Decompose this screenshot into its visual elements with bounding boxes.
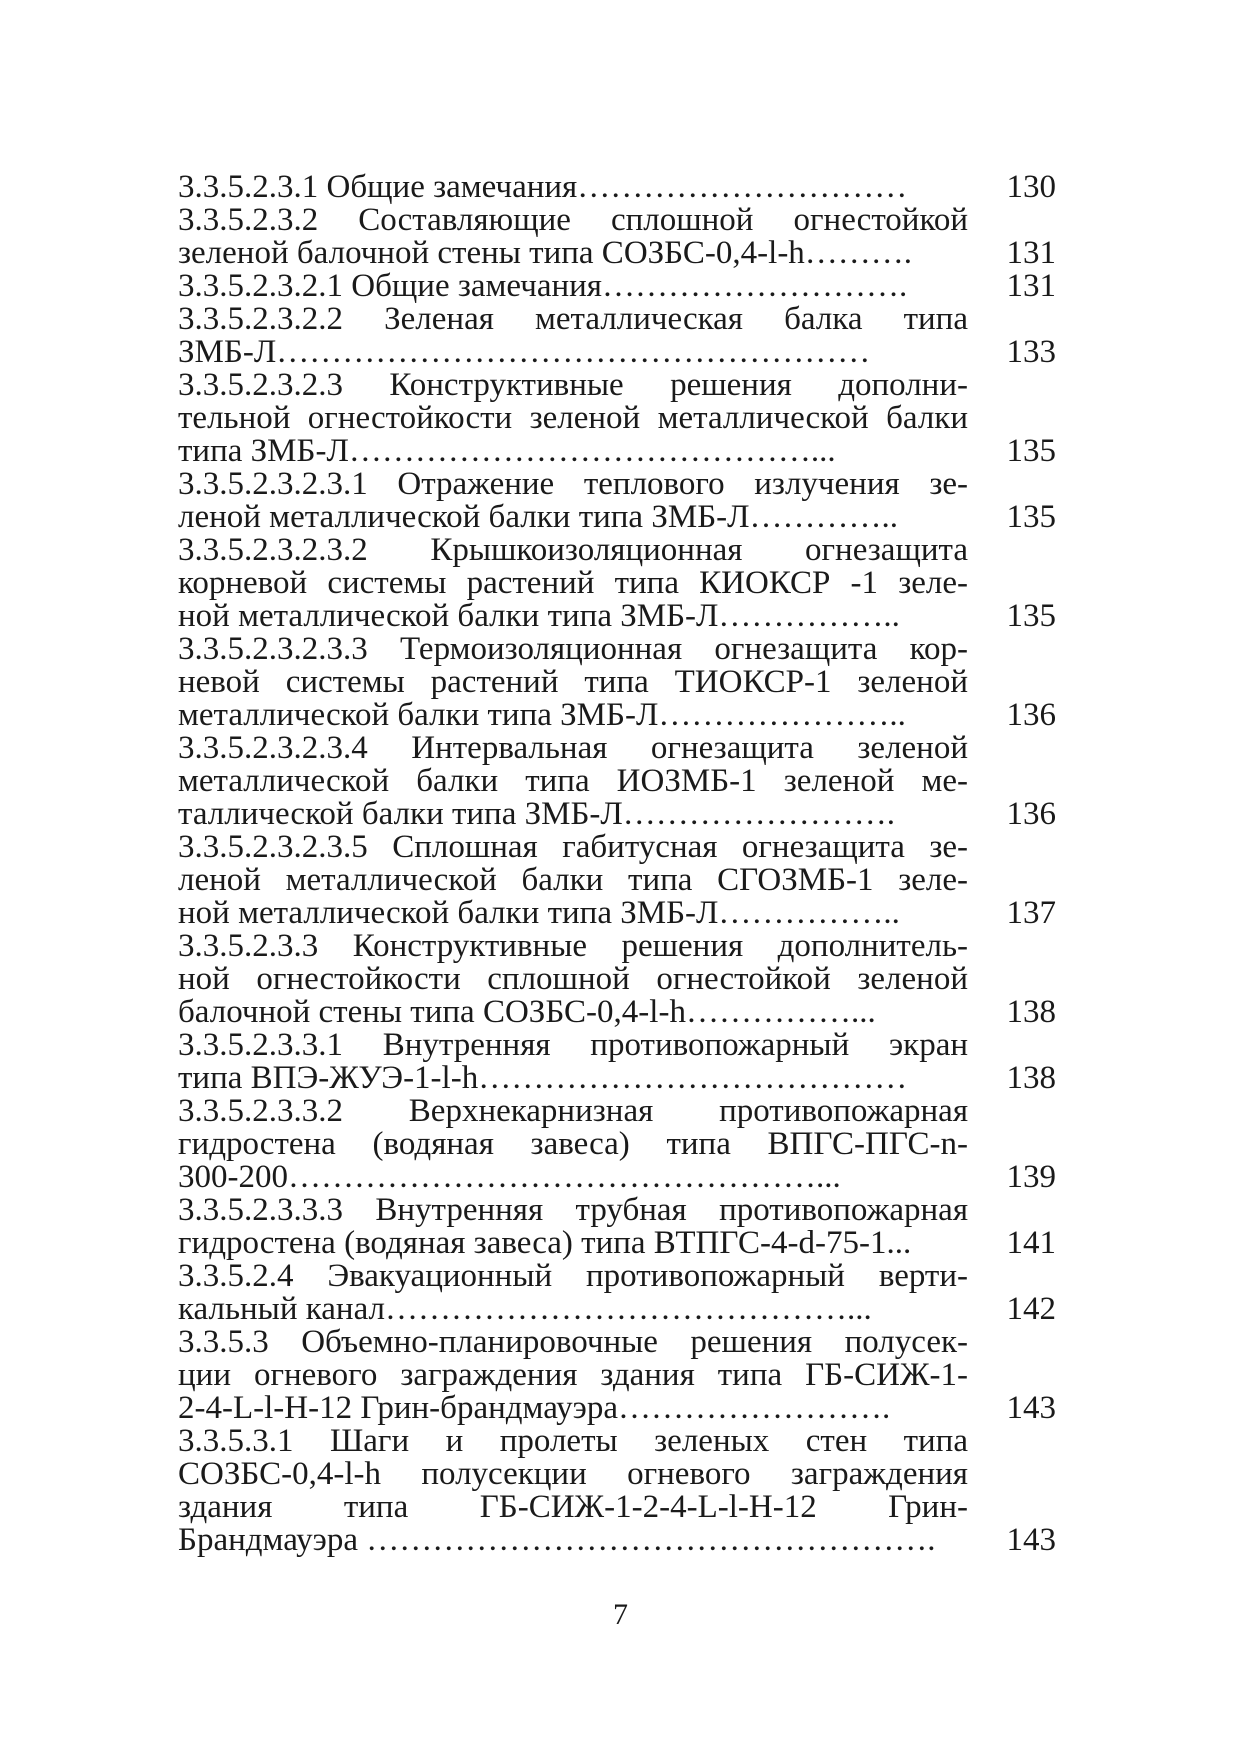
toc-entry-line: СОЗБС-0,4-l-h полусекции огневого заграждения (178, 1456, 968, 1492)
toc-entry-line: 3.3.5.2.3.3.3 Внутренняя трубная противопожарная (178, 1192, 968, 1228)
toc-entry-title (178, 633, 968, 732)
toc-entry-title (178, 270, 968, 303)
toc-entry-line: 3.3.5.2.3.3.2 Верхнекарнизная противопожарная (178, 1093, 968, 1129)
toc-entry (178, 1260, 1056, 1326)
toc-entry-line: кальный канал……………………………………... (178, 1291, 872, 1327)
toc-entry-title (178, 303, 968, 369)
toc-entry-line: леной металлической балки типа СГОЗМБ-1 зеле- (178, 862, 968, 898)
toc-entry-page: 130 (1006, 169, 1056, 205)
toc-entry-line: типа ВПЭ-ЖУЭ-1-l-h………………………………… (178, 1060, 908, 1096)
toc-entry-page: 133 (1006, 334, 1056, 370)
toc-entry-line: типа ЗМБ-Л……………………………………... (178, 433, 836, 469)
toc-entry-title (178, 204, 968, 270)
toc-entry-line: ЗМБ-Л……………………………………………… (178, 334, 871, 370)
toc-entry-page: 137 (1006, 895, 1056, 931)
toc-entry-page: 142 (1006, 1291, 1056, 1327)
toc-entry-title (178, 1029, 968, 1095)
toc-entry-line: таллической балки типа ЗМБ-Л……………………. (178, 796, 896, 832)
toc-entry (178, 930, 1056, 1029)
toc-entry-line: ной металлической балки типа ЗМБ-Л…………….. (178, 598, 900, 634)
toc-entry-line: зеленой балочной стены типа СОЗБС-0,4-l-h………. (178, 235, 913, 271)
toc-entry (178, 1029, 1056, 1095)
toc-entry-line: ции огневого заграждения здания типа ГБ-СИЖ-1- (178, 1357, 968, 1393)
toc-entry (178, 1326, 1056, 1425)
toc-entry (178, 369, 1056, 468)
toc-entry-line: 3.3.5.2.3.2.3.1 Отражение теплового излучения зе- (178, 466, 968, 502)
toc-entry-line: леной металлической балки типа ЗМБ-Л………….. (178, 499, 899, 535)
toc-entry-line: гидростена (водяная завеса) типа ВПГС-ПГС-n- (178, 1126, 968, 1162)
toc-entry-page: 138 (1006, 1060, 1056, 1096)
toc-entry-line: 3.3.5.2.3.2.3.4 Интервальная огнезащита зеленой (178, 730, 968, 766)
toc-entry (178, 831, 1056, 930)
toc-entry-page: 135 (1006, 499, 1056, 535)
toc-entry-line: 3.3.5.2.3.2.3.3 Термоизоляционная огнезащита кор- (178, 631, 968, 667)
toc-entry-title (178, 1260, 968, 1326)
toc-entry-line: 300-200…………………………………………... (178, 1159, 841, 1195)
toc-entry-page: 136 (1006, 796, 1056, 832)
toc-entry-page: 143 (1006, 1390, 1056, 1426)
toc-entry-title (178, 831, 968, 930)
toc-entry-line: 3.3.5.2.3.3.1 Внутренняя противопожарный экран (178, 1027, 968, 1063)
toc-entry (178, 732, 1056, 831)
toc-entry-line: здания типа ГБ-СИЖ-1-2-4-L-l-H-12 Грин- (178, 1489, 968, 1525)
page-number: 7 (613, 1598, 628, 1631)
toc-entry (178, 204, 1056, 270)
toc-entry-line: металлической балки типа ЗМБ-Л………………….. (178, 697, 906, 733)
toc-entry-line: невой системы растений типа ТИОКСР-1 зеленой (178, 664, 968, 700)
toc-entry (178, 303, 1056, 369)
toc-entry (178, 1425, 1056, 1557)
toc-entry-line: металлической балки типа ИОЗМБ-1 зеленой ме- (178, 763, 968, 799)
toc-entry-line: 2-4-L-l-H-12 Грин-брандмауэра……………………. (178, 1390, 891, 1426)
toc-entry-line: Брандмауэра ……………………………………………. (178, 1522, 936, 1558)
toc-entry-page: 131 (1006, 268, 1056, 304)
toc-entry-line: 3.3.5.2.3.2.2 Зеленая металлическая балка типа (178, 301, 968, 337)
toc-entry-title (178, 369, 968, 468)
toc-entry-line: 3.3.5.2.3.2.3.5 Сплошная габитусная огнезащита зе- (178, 829, 968, 865)
toc-entry (178, 534, 1056, 633)
toc-entry-line: 3.3.5.2.3.2.1 Общие замечания………………………. (178, 268, 908, 304)
toc-entry (178, 1095, 1056, 1194)
toc-entry-page: 131 (1006, 235, 1056, 271)
toc-entry (178, 171, 1056, 204)
toc-entry-line: гидростена (водяная завеса) типа ВТПГС-4-d-75-1... (178, 1225, 912, 1261)
toc-entry-page: 141 (1006, 1225, 1056, 1261)
toc-entry-title (178, 1425, 968, 1557)
toc-entry-line: ной металлической балки типа ЗМБ-Л…………….. (178, 895, 900, 931)
toc-entry-title (178, 171, 968, 204)
toc-entry (178, 633, 1056, 732)
toc-entry-line: 3.3.5.2.3.1 Общие замечания………………………… (178, 169, 908, 205)
table-of-contents (178, 171, 1056, 1557)
toc-entry-line: 3.3.5.2.3.2 Составляющие сплошной огнестойкой (178, 202, 968, 238)
toc-entry-title (178, 534, 968, 633)
toc-entry-title (178, 1326, 968, 1425)
toc-entry-line: корневой системы растений типа КИОКСР -1 зеле- (178, 565, 968, 601)
toc-entry-line: тельной огнестойкости зеленой металлической балки (178, 400, 968, 436)
toc-entry-title (178, 468, 968, 534)
toc-entry-line: 3.3.5.2.3.2.3 Конструктивные решения дополни- (178, 367, 968, 403)
toc-entry-title (178, 732, 968, 831)
toc-entry-line: 3.3.5.3.1 Шаги и пролеты зеленых стен типа (178, 1423, 968, 1459)
toc-entry-line: 3.3.5.2.3.3 Конструктивные решения дополнитель- (178, 928, 968, 964)
toc-entry-page: 135 (1006, 598, 1056, 634)
toc-entry-title (178, 1095, 968, 1194)
toc-entry (178, 270, 1056, 303)
toc-entry-line: 3.3.5.3 Объемно-планировочные решения полусек- (178, 1324, 968, 1360)
toc-entry-page: 135 (1006, 433, 1056, 469)
toc-entry-page: 143 (1006, 1522, 1056, 1558)
toc-entry-line: 3.3.5.2.3.2.3.2 Крышкоизоляционная огнезащита (178, 532, 968, 568)
toc-entry (178, 1194, 1056, 1260)
toc-entry-line: балочной стены типа СОЗБС-0,4-l-h……………... (178, 994, 876, 1030)
toc-entry-page: 136 (1006, 697, 1056, 733)
toc-entry-page: 139 (1006, 1159, 1056, 1195)
toc-entry-title (178, 1194, 968, 1260)
toc-entry-line: ной огнестойкости сплошной огнестойкой зеленой (178, 961, 968, 997)
toc-entry (178, 468, 1056, 534)
toc-entry-title (178, 930, 968, 1029)
toc-entry-page: 138 (1006, 994, 1056, 1030)
toc-entry-line: 3.3.5.2.4 Эвакуационный противопожарный верти- (178, 1258, 968, 1294)
